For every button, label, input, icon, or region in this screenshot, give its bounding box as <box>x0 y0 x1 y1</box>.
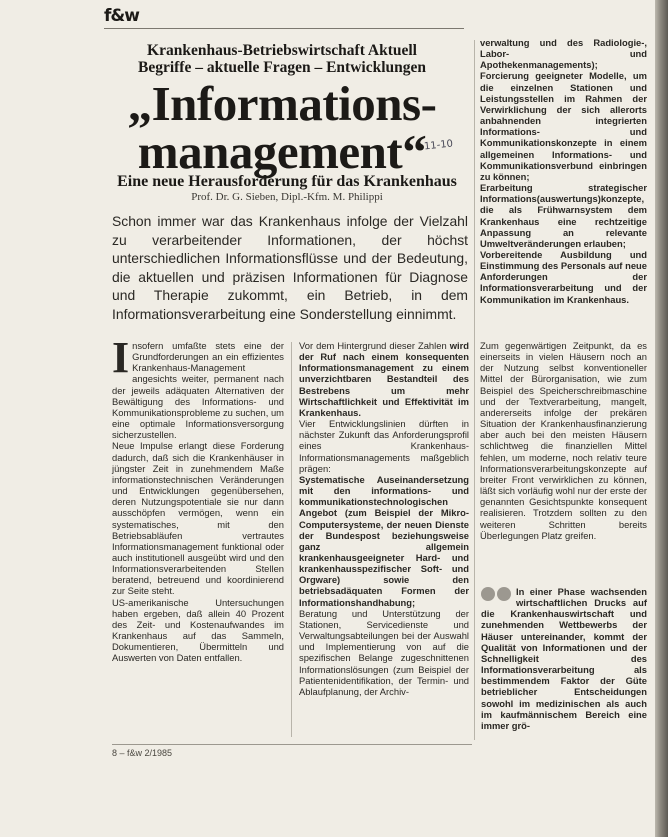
paragraph-text: In einer Phase wachsenden wirtschaftlichen Drucks auf die Krankenhauswirtschaft und zunehmenden Wettbewerbs der Häuser untereinander, kommt der Qualität von Informationen und der Schnelligkeit des Informationsverarbeitung als bestimmendem Faktor der Güte betrieblicher Entscheidungen sowohl im medizinischen als auch im kaufmännischem Bereich eine immer grö- <box>481 586 647 731</box>
body-column-3-middle <box>480 340 647 541</box>
headline-line: management“ <box>137 124 427 179</box>
bullet-decoration <box>481 587 511 601</box>
paragraph: Erarbeitung strategischer Informations(auswertungs)konzepte, die als Frühwarnsystem dem Krankenhaus eine rechtzeitige Anpassung an relevante Umweltveränderungen erlauben; <box>480 182 647 249</box>
paragraph: Systematische Auseinandersetzung mit den informations- und kommunikationstechnologischen Angebot (zum Beispiel der Mikro-Computersysteme, der neuen Dienste der Bundespost beziehungsweise ganz allgemein krankenhausgeeigneter Hard- und krankenhausspezifischer Soft- und Orgware) sowie den betriebsadäquaten Formen der Informationshandhabung; <box>299 473 469 608</box>
paragraph: US-amerikanische Untersuchungen haben ergeben, daß allein 40 Prozent des Zeit- und Kostenaufwandes im Krankenhaus auf das Sammeln, Dokumentieren, Übermitteln und Auswerten von Daten entfallen. <box>112 596 284 664</box>
headline-line: „Informations- <box>127 76 437 131</box>
lead-paragraph: Schon immer war das Krankenhaus infolge der Vielzahl zu verarbeitender Informationen, der höchst unterschiedlichen Informationsflüsse und der Bedeutung, die aktuellen und präzisen Informationen für Diagnose und Therapie zukommt, ein Betrieb, in dem Informationsverarbeitung eine Sonderstellung einnimmt. <box>112 213 468 322</box>
article-authors: Prof. Dr. G. Sieben, Dipl.-Kfm. M. Philippi <box>191 191 383 203</box>
bullet-dot <box>497 587 511 601</box>
paragraph-text: nsofern umfaßte stets eine der Grundforderungen an ein effizientes Krankenhaus-Management angesichts weiter, permanent nach der jeweils adäquaten Alternativen der Bewältigung des Informations- und Kommunikationsprobleme zu suchen, um eine optimale Informationsversorgung sicherzustellen. <box>112 340 284 441</box>
handwritten-note: 11-10 <box>423 138 454 153</box>
body-column-2 <box>299 340 469 697</box>
drop-cap: I <box>112 333 130 382</box>
body-column-1 <box>112 333 284 664</box>
paragraph: verwaltung und des Radiologie-, Labor- und Apothekenmanagements); <box>480 37 647 71</box>
body-column-3-top <box>480 37 647 305</box>
column-kicker <box>112 42 452 76</box>
kicker-line: Begriffe – aktuelle Fragen – Entwicklungen <box>137 59 427 76</box>
column-divider <box>474 40 475 740</box>
paragraph: Forcierung geeigneter Modelle, um die einzelnen Stationen und Leistungsstellen im Rahmen der Verwirklichung der sich allerorts anbahnenden integrierten Informations- und Kommunikationskonzepte in einem allgemeinen Informations- und Kommunikationsverbund einbringen zu können; <box>480 70 647 182</box>
paragraph: Vorbereitende Ausbildung und Einstimmung des Personals auf neue Anforderungen der Informationsverarbeitung und der Kommunikation im Krankenhaus. <box>480 248 647 305</box>
paragraph <box>299 340 469 418</box>
page-edge-shadow <box>655 0 668 837</box>
paragraph: Vier Entwicklungslinien dürften in nächster Zukunft das Anforderungsprofil eines Krankenhaus-Informationsmanagements maßgeblich prägen: <box>299 418 469 474</box>
paragraph: Zum gegenwärtigen Zeitpunkt, da es einerseits in vielen Häusern noch an der Nutzung selbst konventioneller Mittel der Bürorganisation, wie zum Beispiel des Speicherschreibmaschine und der Textverarbeitung, mangelt, andererseits infolge der prekären Situation der Krankenhausfinanzierung aber auch bei den meisten Häusern schlichtweg die finanziellen Mittel fehlen, um moderne, noch relativ teure Informationsverarbeitungskonzepte auf breiter Front verwirklichen zu können, läßt sich vorläufig wohl nur der erste der genannten Gesichtspunkte konsequent realisieren. Trotzdem sollten zu den weiteren Schritten bereits Überlegungen Platz greifen. <box>480 340 647 541</box>
column-divider <box>291 342 292 737</box>
kicker-line: Krankenhaus-Betriebswirtschaft Aktuell <box>147 42 417 59</box>
paragraph-text: Vor dem Hintergrund dieser Zahlen <box>299 340 450 351</box>
magazine-logo: f&w <box>104 6 139 26</box>
page-footer: 8 – f&w 2/1985 <box>112 748 173 758</box>
article-headline <box>112 76 452 179</box>
paragraph <box>481 586 647 731</box>
paragraph: Neue Impulse erlangt diese Forderung dadurch, daß sich die Krankenhäuser in jüngster Zeit in zunehmendem Maße informationstechnischen Veränderungen und Entwicklungen gegenübersehen, deren Nutzungspotentiale sie nur dann ausschöpfen vermögen, wenn ein systematisches, mit den Betriebsabläufen vertrautes Informationsmanagement funktional oder auch institutionell ausgeübt wird und den Informationsverarbeitenden Stellen beratend, betreuend und koordinierend zur Seite steht. <box>112 440 284 597</box>
footer-rule <box>112 744 472 745</box>
paragraph <box>112 333 284 441</box>
paragraph-emphasis: wird der Ruf nach einem konsequenten Informationsmanagement zu einem unverzichtbaren Bestandteil des Bestrebens um mehr Wirtschaftlichkeit und Effektivität im Krankenhaus. <box>299 340 469 418</box>
header-rule <box>104 28 464 29</box>
body-column-3-bottom <box>481 586 647 731</box>
paragraph: Beratung und Unterstützung der Stationen, Servicedienste und Verwaltungsabteilungen bei der Auswahl und Implementierung von auf die spezifischen Belange zugeschnittenen Informationslösungen (zum Beispiel der Patientenidentifikation, der Termin- und Ablaufplanung, der Archiv- <box>299 607 469 697</box>
bullet-dot <box>481 587 495 601</box>
article-subtitle: Eine neue Herausforderung für das Krankenhaus <box>117 173 457 190</box>
